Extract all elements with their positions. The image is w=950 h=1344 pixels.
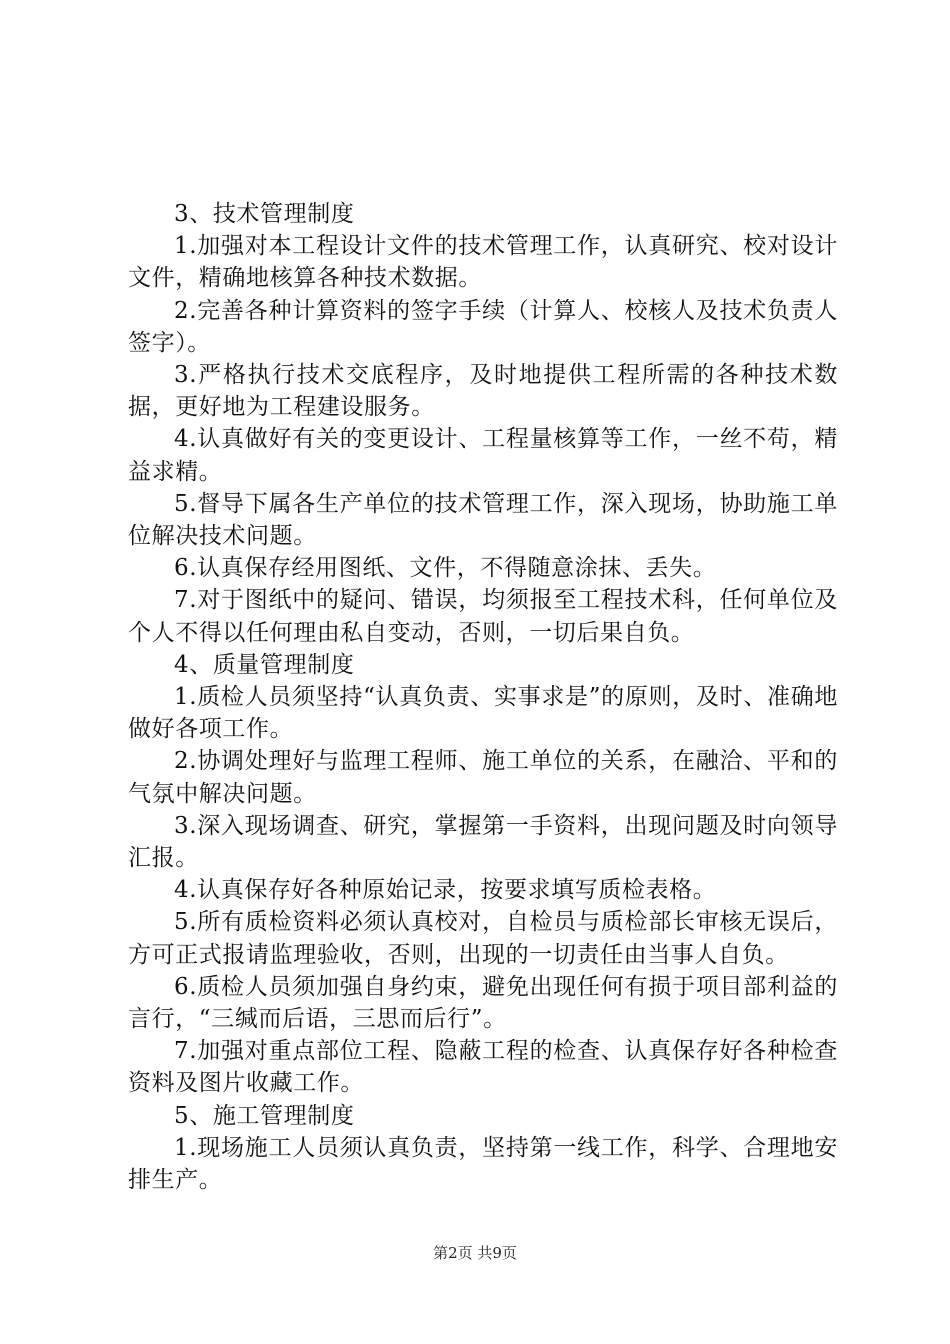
document-body [128, 198, 838, 1196]
paragraph: 7.对于图纸中的疑问、错误，均须报至工程技术科，任何单位及个人不得以任何理由私自变动，否则，一切后果自负。 [128, 587, 838, 646]
paragraph: 6.质检人员须加强自身约束，避免出现任何有损于项目部利益的言行，“三缄而后语，三思而后行”。 [128, 973, 838, 1033]
paragraph: 4.认真做好有关的变更设计、工程量核算等工作，一丝不苟，精益求精。 [128, 426, 838, 485]
paragraph: 3.严格执行技术交底程序，及时地提供工程所需的各种技术数据，更好地为工程建设服务。 [128, 362, 838, 421]
paragraph: 6.认真保存经用图纸、文件，不得随意涂抹、丢失。 [174, 555, 717, 582]
paragraph: 2.完善各种计算资料的签字手续（计算人、校核人及技术负责人签字）。 [128, 297, 838, 356]
paragraph: 1.质检人员须坚持“认真负责、实事求是”的原则，及时、准确地做好各项工作。 [128, 684, 838, 743]
paragraph: 3.深入现场调查、研究，掌握第一手资料，出现问题及时向领导汇报。 [128, 812, 838, 872]
paragraph: 5.所有质检资料必须认真校对，自检员与质检部长审核无误后，方可正式报请监理验收，否则，出现的一切责任由当事人自负。 [128, 909, 838, 968]
section-heading: 4、质量管理制度 [174, 651, 355, 678]
paragraph: 7.加强对重点部位工程、隐蔽工程的检查、认真保存好各种检查资料及图片收藏工作。 [128, 1038, 838, 1097]
section-heading: 3、技术管理制度 [174, 201, 355, 227]
paragraph: 2.协调处理好与监理工程师、施工单位的关系，在融洽、平和的气氛中解决问题。 [128, 748, 838, 807]
paragraph: 1.加强对本工程设计文件的技术管理工作，认真研究、校对设计文件，精确地核算各种技术数据。 [128, 233, 838, 292]
section-heading: 5、施工管理制度 [174, 1102, 355, 1129]
paragraph: 1.现场施工人员须认真负责，坚持第一线工作，科学、合理地安排生产。 [128, 1134, 838, 1194]
paragraph: 4.认真保存好各种原始记录，按要求填写质检表格。 [174, 877, 717, 904]
paragraph: 5.督导下属各生产单位的技术管理工作，深入现场，协助施工单位解决技术问题。 [128, 490, 838, 550]
page-number-footer: 第2页 共9页 [433, 1244, 517, 1262]
